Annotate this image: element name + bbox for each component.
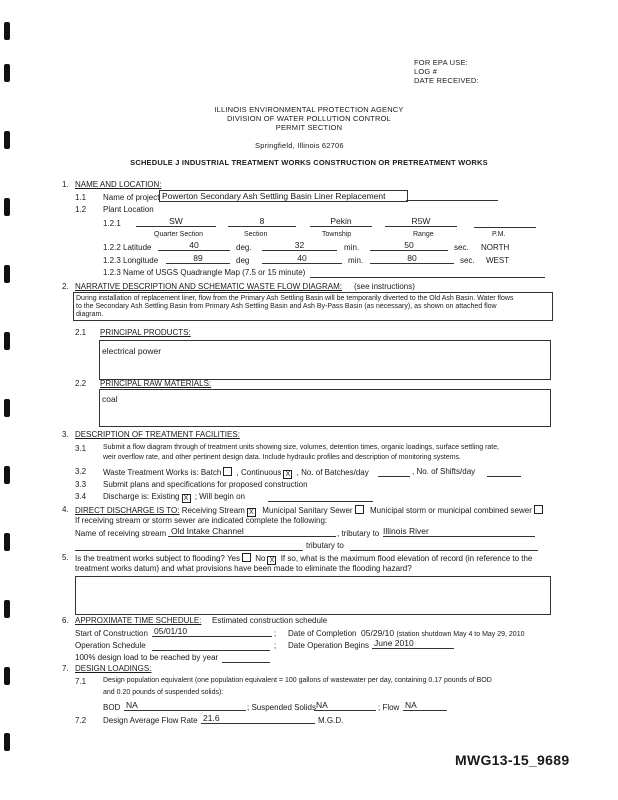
plant-location-label: Plant Location	[103, 205, 154, 214]
municipal-storm-checkbox[interactable]	[534, 505, 543, 514]
project-name-underline	[406, 199, 498, 201]
discharge-is-label: Discharge is:	[103, 492, 150, 501]
section-3-num: 3.	[62, 430, 69, 439]
sec-label-2: sec.	[460, 256, 475, 265]
item-3-1-line-2: weir overflow rate, and other pertinent design data. Include hydraulic profiles and description of monitoring systems.	[103, 454, 461, 461]
agency-line-2: DIVISION OF WATER POLLUTION CONTROL	[226, 114, 392, 123]
section-7-num: 7.	[62, 664, 69, 673]
section-7-title: DESIGN LOADINGS:	[75, 664, 152, 673]
margin-mark	[4, 131, 10, 149]
agency-line-1: ILLINOIS ENVIRONMENTAL PROTECTION AGENCY	[214, 105, 404, 114]
margin-mark	[4, 64, 10, 82]
quarter-section-label: Quarter Section	[154, 231, 204, 238]
log-label: LOG #	[414, 67, 438, 76]
completion-value[interactable]	[361, 628, 525, 638]
item-1-2-num: 1.2	[75, 205, 87, 214]
waste-treatment-text: Waste Treatment Works is:	[103, 468, 199, 477]
quarter-section-field[interactable]: SW	[136, 216, 216, 227]
bod-label: BOD	[103, 703, 121, 712]
principal-products-label: PRINCIPAL PRODUCTS:	[100, 328, 191, 337]
item-2-1-num: 2.1	[75, 328, 87, 337]
flooding-no-checkbox[interactable]: X	[267, 556, 276, 565]
item-3-3-num: 3.3	[75, 480, 87, 489]
agency-city: Springfield, Illinois 62706	[255, 141, 344, 150]
flooding-no-label: No	[255, 554, 266, 563]
flooding-question-line-2: treatment works datum) and what provisions have been made to eliminate the flooding hazard?	[75, 564, 412, 573]
township-label: Township	[322, 231, 352, 238]
deg-label-2: deg	[236, 256, 250, 265]
latitude-sec-field[interactable]: 50	[370, 240, 448, 251]
flooding-answer-box[interactable]	[75, 576, 551, 615]
item-7-1-num: 7.1	[75, 677, 87, 686]
batch-checkbox[interactable]	[223, 467, 232, 476]
batch-label: Batch	[200, 468, 222, 477]
flow-field[interactable]: NA	[403, 700, 447, 711]
completion-date: 05/29/10	[361, 628, 395, 638]
narrative-box[interactable]	[73, 292, 553, 321]
flooding-yes-label: Yes	[226, 554, 240, 563]
narrative-line-1: During installation of replacement liner, flow from the Primary Ash Settling Basin will be temporarily diverted to the Old Ash Basin. Water flows	[76, 295, 514, 302]
section-label: Section	[244, 231, 268, 238]
shifts-per-day-field[interactable]	[487, 475, 521, 477]
section-2-title: NARRATIVE DESCRIPTION AND SCHEMATIC WASTE FLOW DIAGRAM:	[75, 282, 342, 291]
margin-mark	[4, 22, 10, 40]
narrative-line-3: diagram.	[76, 311, 104, 318]
principal-raw-label: PRINCIPAL RAW MATERIALS:	[100, 379, 212, 388]
margin-mark	[4, 265, 10, 283]
tributary-to-label-2: tributary to	[306, 541, 344, 550]
item-1-2-3-num: 1.2.3	[103, 256, 121, 265]
principal-products-box[interactable]	[99, 340, 551, 380]
item-1-1-num: 1.1	[75, 193, 87, 202]
discharge-row	[103, 492, 245, 503]
margin-mark	[4, 600, 10, 618]
sec-label: sec.	[454, 243, 469, 252]
section-field[interactable]: 8	[228, 216, 296, 227]
municipal-sanitary-label: Municipal Sanitary Sewer	[262, 506, 353, 515]
municipal-sanitary-checkbox[interactable]	[355, 505, 364, 514]
start-construction-label: Start of Construction	[75, 629, 148, 638]
principal-raw-box[interactable]	[99, 389, 551, 427]
existing-checkbox[interactable]: X	[182, 494, 191, 503]
estimated-schedule-label: Estimated construction schedule	[212, 616, 328, 625]
operation-begins-label: Date Operation Begins	[288, 641, 369, 650]
date-received-label: DATE RECEIVED:	[414, 76, 479, 85]
batches-per-day-label: , No. of Batches/day	[296, 468, 369, 477]
schedule-title: SCHEDULE J INDUSTRIAL TREATMENT WORKS CONSTRUCTION OR PRETREATMENT WORKS	[130, 158, 488, 167]
batches-per-day-field[interactable]	[378, 475, 410, 477]
margin-mark	[4, 533, 10, 551]
principal-raw-value: coal	[102, 394, 118, 404]
tributary-field-3[interactable]	[350, 549, 538, 551]
flow-label: ; Flow	[378, 703, 400, 712]
margin-mark	[4, 332, 10, 350]
section-5-num: 5.	[62, 553, 69, 562]
will-begin-label: ; Will begin on	[194, 492, 245, 501]
latitude-label: Latitude	[123, 243, 152, 252]
deg-label: deg.	[236, 243, 252, 252]
range-label: Range	[413, 231, 434, 238]
tributary-to-field[interactable]: Illinois River	[383, 526, 535, 537]
tributary-to-label: , tributary to	[337, 529, 380, 538]
suspended-solids-label: ; Suspended Solids	[247, 703, 316, 712]
flooding-question-rest: If so, what is the maximum flood elevation of record (in reference to the	[280, 554, 533, 563]
start-construction-field[interactable]: 05/01/10	[152, 626, 272, 637]
operation-schedule-field[interactable]	[152, 649, 270, 651]
item-3-1-line-1: Submit a flow diagram through of treatment units showing size, volumes, detention times, organic loadings, surface settling rate,	[103, 444, 500, 451]
latitude-min-field[interactable]: 32	[262, 240, 337, 251]
min-label-2: min.	[348, 256, 364, 265]
operation-begins-field[interactable]: June 2010	[372, 638, 454, 649]
longitude-deg-field[interactable]: 89	[166, 253, 230, 264]
flooding-question: Is the treatment works subject to flooding?	[75, 554, 225, 563]
agency-line-3: PERMIT SECTION	[275, 123, 343, 132]
item-7-1-line-2: and 0.20 pounds of suspended solids):	[103, 689, 224, 696]
item-1-2-1-num: 1.2.1	[103, 219, 121, 228]
tributary-field-2[interactable]	[75, 549, 303, 551]
avg-flow-field[interactable]: 21.6	[201, 713, 315, 724]
narrative-line-2: to the Secondary Ash Settling Basin from Primary Ash Settling Basin and Ash By-Pass Basin (as necessary), as shown on attached flow	[76, 303, 497, 310]
see-instructions: (see instructions)	[354, 282, 415, 291]
principal-products-value: electrical power	[102, 346, 162, 356]
design-load-label: 100% design load to be reached by year	[75, 653, 219, 662]
item-3-2-num: 3.2	[75, 467, 87, 476]
item-1-2-2-num: 1.2.2	[103, 243, 121, 252]
section-6-num: 6.	[62, 616, 69, 625]
item-3-1-num: 3.1	[75, 444, 87, 453]
section-3-title: DESCRIPTION OF TREATMENT FACILITIES:	[75, 430, 240, 439]
west-label: WEST	[486, 256, 510, 265]
item-2-2-num: 2.2	[75, 379, 87, 388]
range-field[interactable]: R5W	[385, 216, 457, 227]
longitude-label: Longitude	[123, 256, 159, 265]
operation-schedule-label: Operation Schedule	[75, 641, 146, 650]
municipal-storm-label: Municipal storm or municipal combined sewer	[370, 506, 532, 515]
section-4-line-2: If receiving stream or storm sewer are indicated complete the following:	[75, 516, 328, 525]
flooding-yes-checkbox[interactable]	[242, 553, 251, 562]
existing-label: Existing	[151, 492, 180, 501]
township-field[interactable]: Pekin	[310, 216, 372, 227]
section-4-title: DIRECT DISCHARGE IS TO:	[75, 506, 180, 515]
completion-note: (station shutdown May 4 to May 29, 2010	[396, 631, 525, 638]
will-begin-field[interactable]	[268, 500, 373, 502]
item-7-1-line-1: Design population equivalent (one population equivalent = 100 gallons of wastewater per day, containing 0.17 pounds of BOD	[103, 677, 492, 684]
shifts-per-day-label: , No. of Shifts/day	[412, 467, 476, 476]
section-1-title: NAME AND LOCATION:	[75, 180, 162, 189]
item-3-3-text: Submit plans and specifications for proposed construction	[103, 480, 308, 489]
latitude-deg-field[interactable]: 40	[158, 240, 230, 251]
item-1-2-3b-num: 1.2.3	[103, 268, 121, 277]
receiving-stream-checkbox[interactable]: X	[247, 508, 256, 517]
pm-label: P.M.	[492, 231, 506, 238]
document-id: MWG13-15_9689	[455, 752, 570, 768]
waste-treatment-label	[103, 467, 369, 479]
longitude-sec-field[interactable]: 80	[370, 253, 454, 264]
suspended-solids-field[interactable]: NA	[314, 700, 376, 711]
continuous-label: , Continuous	[236, 468, 282, 477]
project-name-field[interactable]: Powerton Secondary Ash Settling Basin Liner Replacement	[159, 190, 408, 202]
usgs-field[interactable]	[310, 276, 545, 278]
mgd-label: M.G.D.	[318, 716, 344, 725]
continuous-checkbox[interactable]: X	[283, 470, 292, 479]
receiving-stream-label: Receiving Stream	[181, 506, 245, 515]
completion-label: Date of Completion	[288, 629, 357, 638]
receiving-stream-name-field[interactable]: Old Intake Channel	[168, 526, 336, 537]
min-label: min.	[344, 243, 360, 252]
section-4-num: 4.	[62, 505, 69, 514]
epa-use-label: FOR EPA USE:	[414, 58, 468, 67]
project-name-label: Name of project	[103, 193, 160, 202]
north-label: NORTH	[481, 243, 510, 252]
bod-field[interactable]: NA	[124, 700, 246, 711]
item-3-4-num: 3.4	[75, 492, 87, 501]
usgs-label: Name of USGS Quadrangle Map (7.5 or 15 minute)	[123, 268, 306, 277]
item-7-2-num: 7.2	[75, 716, 87, 725]
section-2-num: 2.	[62, 282, 69, 291]
margin-mark	[4, 399, 10, 417]
margin-mark	[4, 667, 10, 685]
avg-flow-label: Design Average Flow Rate	[103, 716, 198, 725]
design-load-year-field[interactable]	[222, 661, 270, 663]
receiving-stream-name-label: Name of receiving stream	[75, 529, 167, 538]
margin-mark	[4, 198, 10, 216]
pm-field[interactable]	[474, 226, 536, 228]
longitude-min-field[interactable]: 40	[262, 253, 342, 264]
margin-mark	[4, 466, 10, 484]
section-6-title: APPROXIMATE TIME SCHEDULE:	[75, 616, 202, 625]
margin-mark	[4, 733, 10, 751]
section-1-num: 1.	[62, 180, 69, 189]
